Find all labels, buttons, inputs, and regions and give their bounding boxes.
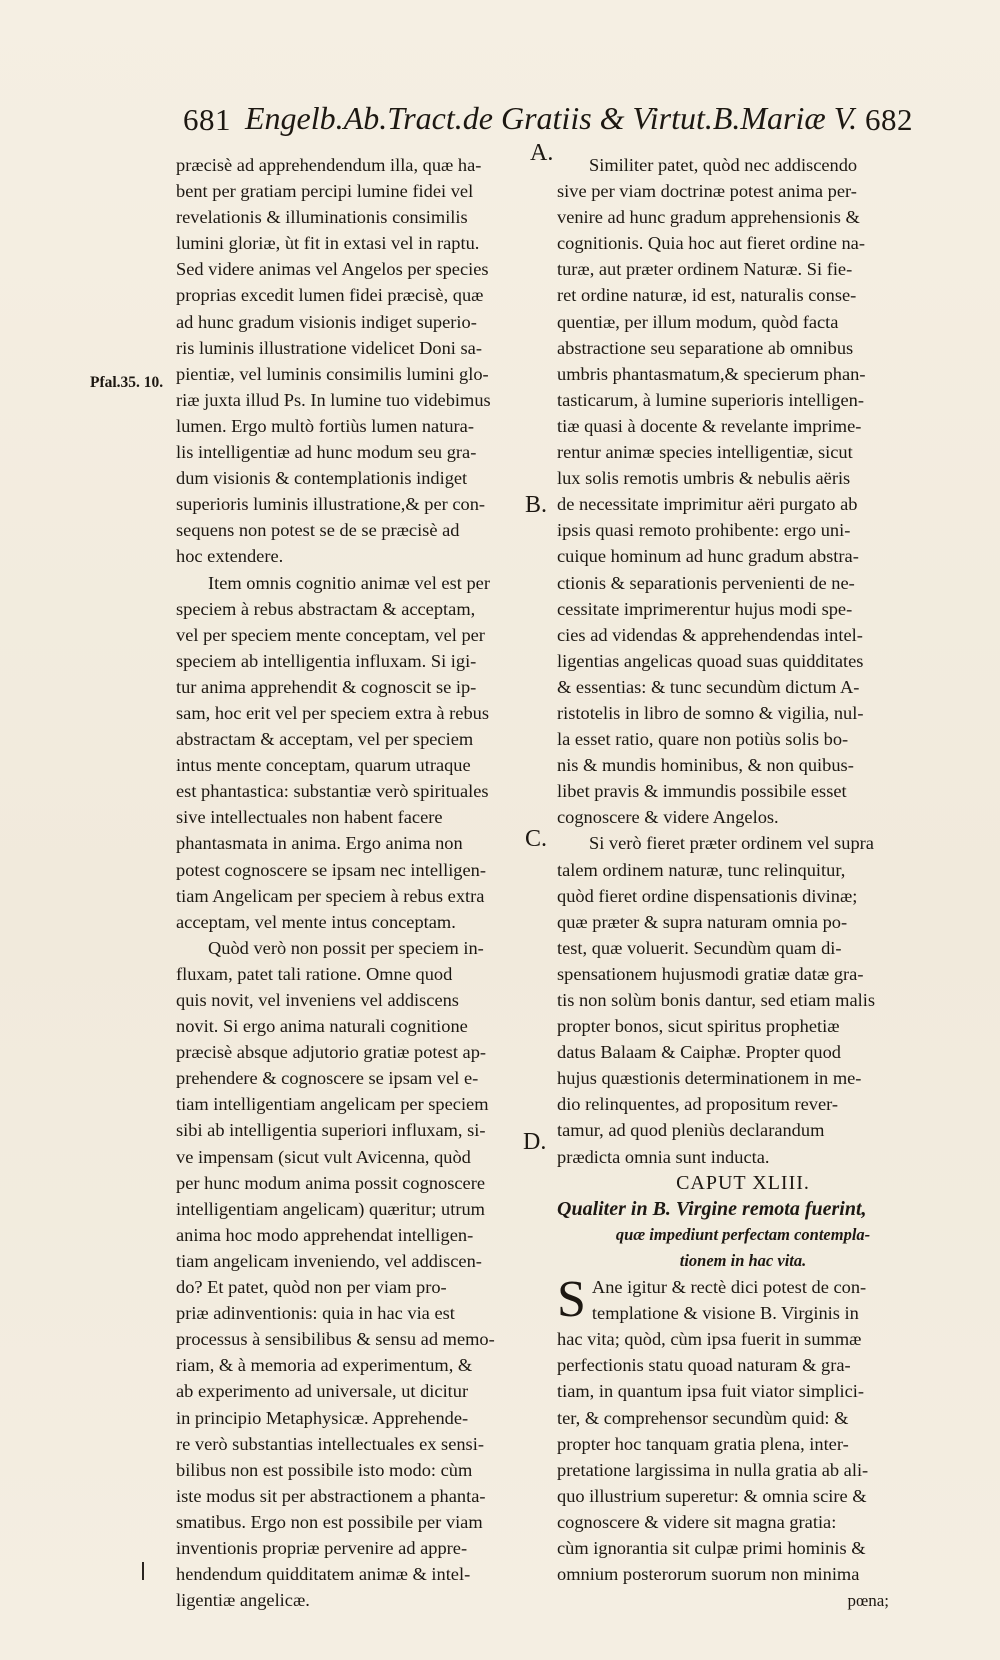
text-line: lumen. Ergo multò fortiùs lumen natura- <box>176 415 474 436</box>
text-line: propter hoc tanquam gratia plena, inter- <box>557 1433 849 1454</box>
text-line: anima hoc modo apprehendat intelligen- <box>176 1224 474 1245</box>
text-line: sive per viam doctrinæ potest anima per- <box>557 181 857 202</box>
text-line: cùm ignorantia sit culpæ primi hominis & <box>557 1537 866 1558</box>
text-line: riam, & à memoria ad experimentum, & <box>176 1355 473 1376</box>
text-line: ve impensam (sicut vult Avicenna, quòd <box>176 1146 471 1167</box>
text-line: riæ juxta illud Ps. In lumine tuo videbimus <box>176 389 491 410</box>
text-line: do? Et patet, quòd non per viam pro- <box>176 1277 447 1298</box>
text-line: Item omnis cognitio animæ vel est per <box>208 572 490 593</box>
page-number-right: 682 <box>865 102 913 137</box>
text-line: tiæ quasi à docente & revelante imprime- <box>557 415 862 436</box>
text-line: bilibus non est possibile isto modo: cùm <box>176 1459 473 1480</box>
text-line: Sed videre animas vel Angelos per species <box>176 259 489 280</box>
text-line: venire ad hunc gradum apprehensionis & <box>557 207 860 228</box>
text-line: acceptam, vel mente intus conceptam. <box>176 911 456 932</box>
text-line: templatione & visione B. Virginis in <box>591 1303 859 1324</box>
chapter-title: tionem in hac vita. <box>679 1250 807 1270</box>
text-line: inventionis propriæ pervenire ad appre- <box>176 1537 468 1558</box>
section-letter-d: D. <box>523 1129 547 1155</box>
catchword-text: pœna; <box>847 1591 889 1611</box>
text-line: cies ad videndas & apprehendendas intel- <box>557 624 863 645</box>
text-line: ipsis quasi remoto prohibente: ergo uni- <box>557 520 851 541</box>
text-line: pientiæ, vel luminis consimilis lumini glo- <box>176 363 489 384</box>
text-line: superioris luminis illustratione,& per con- <box>176 494 486 515</box>
text-line: re verò substantias intellectuales ex sensi- <box>176 1433 484 1454</box>
text-line: ret ordine naturæ, id est, naturalis conse- <box>557 285 857 306</box>
text-line: novit. Si ergo anima naturali cognitione <box>176 1016 468 1037</box>
text-line: tur anima apprehendit & cognoscit se ip- <box>176 676 477 697</box>
text-line: per hunc modum anima possit cognoscere <box>176 1172 485 1193</box>
text-line: abstractione seu separatione ab omnibus <box>557 337 854 358</box>
chapter-heading: CAPUT XLIII. <box>676 1171 810 1194</box>
text-line: libet pravis & immundis possibile esset <box>557 781 847 802</box>
text-line: ter, & comprehensor secundùm quid: & <box>557 1407 849 1428</box>
text-line: umbris phantasmatum,& specierum phan- <box>557 363 866 384</box>
text-line: quo illustrium superetur: & omnia scire & <box>557 1485 867 1506</box>
text-line: cognoscere & videre Angelos. <box>557 807 779 828</box>
text-line: nis & mundis hominibus, & non quibus- <box>557 755 854 776</box>
text-line: ctionis & separationis pervenienti de ne- <box>557 572 855 593</box>
text-line: cessitate imprimerentur hujus modi spe- <box>557 598 853 619</box>
chapter-body <box>557 1271 929 1613</box>
text-line: lis intelligentiæ ad hunc modum seu gra- <box>176 442 477 463</box>
text-line: in principio Metaphysicæ. Apprehende- <box>176 1407 469 1428</box>
text-line: smatibus. Ergo non est possibile per viam <box>176 1511 483 1532</box>
text-line: hoc extendere. <box>176 546 284 567</box>
text-line: potest cognoscere se ipsam nec intelligen- <box>176 859 486 880</box>
text-line: ligentiæ angelicæ. <box>176 1590 310 1611</box>
text-line: hac vita; quòd, cùm ipsa fuerit in summæ <box>557 1329 862 1350</box>
catchword <box>557 1587 929 1613</box>
text-line: Si verò fieret præter ordinem vel supra <box>589 833 874 854</box>
text-line: tasticarum, à lumine superioris intelligen- <box>557 389 864 410</box>
text-line: hujus quæstionis determinationem in me- <box>557 1068 862 1089</box>
right-column <box>557 152 929 1613</box>
text-line: iste modus sit per abstractionem a phanta- <box>176 1485 486 1506</box>
text-line: tis non solùm bonis dantur, sed etiam malis <box>557 990 876 1010</box>
text-line: dum visionis & contemplationis indiget <box>176 468 468 489</box>
text-line: fluxam, patet tali ratione. Omne quod <box>176 963 453 984</box>
text-line: Ane igitur & rectè dici potest de con- <box>591 1277 867 1298</box>
text-line: spensationem hujusmodi gratiæ datæ gra- <box>557 963 864 984</box>
text-line: quæ præter & supra naturam omnia po- <box>557 911 848 932</box>
text-line: ris luminis illustratione videlicet Doni sa- <box>176 337 482 358</box>
section-letter-b: B. <box>525 492 548 518</box>
text-line: omnium posterorum suorum non minima <box>557 1564 860 1585</box>
text-line: bent per gratiam percipi lumine fidei vel <box>176 181 474 202</box>
text-line: prehendere & cognoscere se ipsam vel e- <box>176 1068 479 1089</box>
running-title: Engelb.Ab.Tract.de Gratiis & Virtut.B.Mariæ V. <box>245 100 858 136</box>
running-header <box>0 98 1000 150</box>
text-line: est phantastica: substantiæ verò spirituales <box>176 781 489 802</box>
text-line: præcisè absque adjutorio gratiæ potest ap- <box>176 1042 487 1063</box>
text-line: prædicta omnia sunt inducta. <box>557 1146 770 1167</box>
text-line: rentur animæ species intelligentiæ, sicut <box>557 442 853 463</box>
text-line: sequens non potest se de se præcisè ad <box>176 520 460 541</box>
text-line: ab experimento ad universale, ut dicitur <box>176 1381 469 1402</box>
text-line: hendendum quidditatem animæ & intel- <box>176 1564 471 1585</box>
text-line: tiam intelligentiam angelicam per speciem <box>176 1094 489 1115</box>
margin-reference: Pfal.35. 10. <box>90 374 164 391</box>
text-line: ristotelis in libro de somno & vigilia, nul- <box>557 702 864 723</box>
text-line: lux solis remotis umbris & nebulis aëris <box>557 468 851 489</box>
text-line: de necessitate imprimitur aëri purgato ab <box>557 494 858 515</box>
text-line: intus mente conceptam, quarum utraque <box>176 755 471 776</box>
text-line: priæ adinventionis: quia in hac via est <box>176 1303 455 1324</box>
text-line: tiam angelicam inveniendo, vel addiscen- <box>176 1250 482 1271</box>
text-line: vel per speciem mente conceptam, vel per <box>176 624 485 645</box>
text-line: test, quæ voluerit. Secundùm quam di- <box>557 937 842 958</box>
text-line: revelationis & illuminationis consimilis <box>176 207 468 228</box>
text-line: dio relinquentes, ad propositum rever- <box>557 1094 839 1115</box>
left-column <box>176 152 556 1613</box>
text-line: processus à sensibilibus & sensu ad memo- <box>176 1329 495 1350</box>
section-letter-a: A. <box>530 140 554 166</box>
text-line: quòd fieret ordine dispensationis divinæ; <box>557 885 858 906</box>
text-line: proprias excedit lumen fidei præcisè, quæ <box>176 285 484 306</box>
text-line: turæ, aut præter ordinem Naturæ. Si fie- <box>557 259 853 280</box>
chapter-title: quæ impediunt perfectam contempla- <box>615 1224 871 1244</box>
text-line: cognitionis. Quia hoc aut fieret ordine na- <box>557 233 865 254</box>
text-line: ligentias angelicas quoad suas quidditates <box>557 650 864 671</box>
text-line: Similiter patet, quòd nec addiscendo <box>589 155 858 175</box>
text-line: sam, hoc erit vel per speciem extra à rebus <box>176 702 490 723</box>
text-line: cuique hominum ad hunc gradum abstra- <box>557 546 859 567</box>
text-line: ad hunc gradum visionis indiget superio- <box>176 311 477 332</box>
text-line: la esset ratio, quare non potiùs solis bo- <box>557 729 849 750</box>
text-line: tiam, in quantum ipsa fuit viator simplici- <box>557 1381 864 1402</box>
text-line: lumini gloriæ, ùt fit in extasi vel in raptu. <box>176 233 480 254</box>
ink-speck <box>142 1562 144 1580</box>
text-line: quis novit, vel inveniens vel addiscens <box>176 990 459 1010</box>
text-line: perfectionis statu quoad naturam & gra- <box>557 1355 851 1376</box>
drop-cap: S <box>557 1271 586 1329</box>
text-line: pretatione largissima in nulla gratia ab ali- <box>557 1459 869 1480</box>
text-line: intelligentiam angelicam) quæritur; utrum <box>176 1198 485 1219</box>
text-line: abstractam & acceptam, vel per speciem <box>176 729 474 750</box>
text-line: speciem à rebus abstractam & acceptam, <box>176 598 476 619</box>
text-line: quentiæ, per illum modum, quòd facta <box>557 311 839 332</box>
text-line: talem ordinem naturæ, tunc relinquitur, <box>557 859 846 880</box>
section-letter-c: C. <box>525 826 548 852</box>
text-line: tiam Angelicam per speciem à rebus extra <box>176 885 485 906</box>
text-line: & essentias: & tunc secundùm dictum A- <box>557 676 860 697</box>
text-line: cognoscere & videre sit magna gratia: <box>557 1511 837 1532</box>
text-line: datus Balaam & Caiphæ. Propter quod <box>557 1042 841 1063</box>
text-line: tamur, ad quod pleniùs declarandum <box>557 1120 825 1141</box>
text-line: Quòd verò non possit per speciem in- <box>208 937 484 958</box>
text-line: sive intellectuales non habent facere <box>176 807 443 828</box>
chapter-title: Qualiter in B. Virgine remota fuerint, <box>557 1197 867 1220</box>
text-line: speciem ab intelligentia influxam. Si igi- <box>176 650 477 671</box>
text-line: propter bonos, sicut spiritus prophetiæ <box>557 1016 840 1037</box>
text-line: phantasmata in anima. Ergo anima non <box>176 833 463 854</box>
text-line: sibi ab intelligentia superiori influxam, si- <box>176 1120 486 1141</box>
page-number-left: 681 <box>183 102 231 137</box>
text-line: præcisè ad apprehendendum illa, quæ ha- <box>176 155 482 175</box>
